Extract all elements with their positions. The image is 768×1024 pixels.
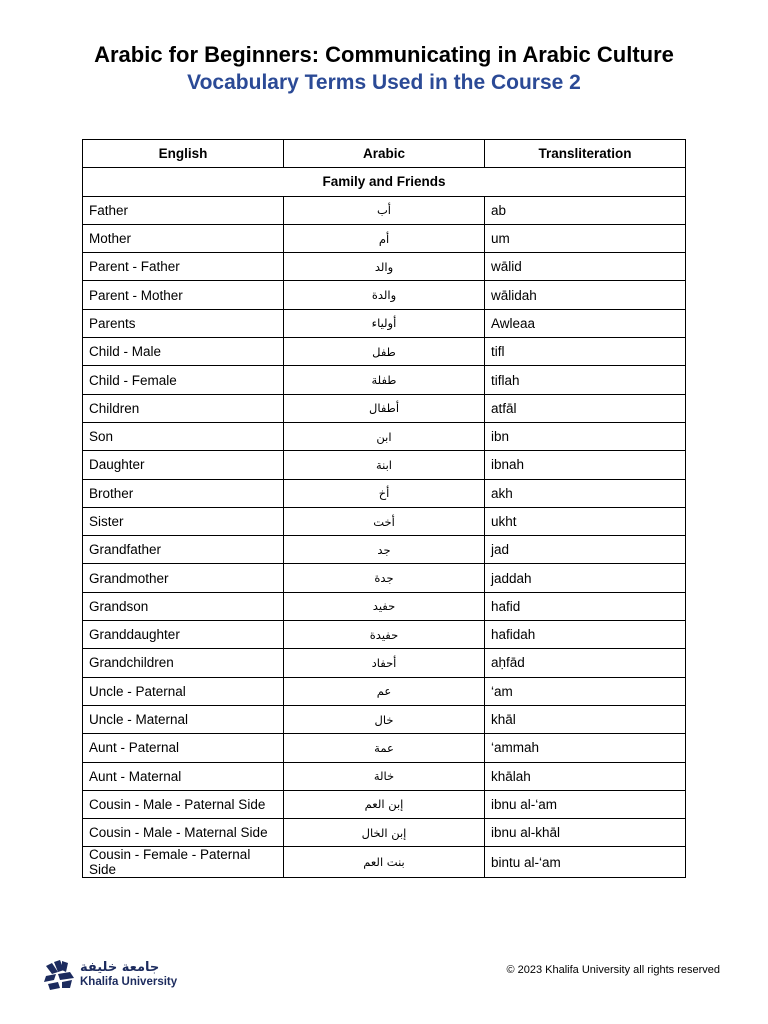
english-cell: Children — [83, 394, 284, 422]
english-cell: Aunt - Paternal — [83, 734, 284, 762]
table-row — [83, 762, 686, 790]
table-row — [83, 196, 686, 224]
table-row — [83, 847, 686, 878]
transliteration-cell: ‘am — [485, 677, 686, 705]
column-header-english: English — [83, 140, 284, 168]
english-cell: Brother — [83, 479, 284, 507]
english-cell: Grandmother — [83, 564, 284, 592]
english-cell: Mother — [83, 224, 284, 252]
transliteration-cell: ibnu al-‘am — [485, 790, 686, 818]
arabic-cell: خالة — [284, 762, 485, 790]
arabic-cell: جد — [284, 536, 485, 564]
arabic-cell: طفل — [284, 338, 485, 366]
arabic-cell: حفيدة — [284, 621, 485, 649]
table-header-row — [83, 140, 686, 168]
khalifa-university-logo — [44, 958, 194, 998]
transliteration-cell: akh — [485, 479, 686, 507]
table-row — [83, 621, 686, 649]
transliteration-cell: aḥfād — [485, 649, 686, 677]
transliteration-cell: hafidah — [485, 621, 686, 649]
table-row — [83, 592, 686, 620]
transliteration-cell: jad — [485, 536, 686, 564]
section-row — [83, 168, 686, 196]
table-row — [83, 253, 686, 281]
arabic-cell: طفلة — [284, 366, 485, 394]
transliteration-cell: ibn — [485, 422, 686, 450]
arabic-cell: والدة — [284, 281, 485, 309]
transliteration-cell: hafid — [485, 592, 686, 620]
table-row — [83, 479, 686, 507]
arabic-cell: بنت العم — [284, 847, 485, 878]
english-cell: Grandson — [83, 592, 284, 620]
arabic-cell: عم — [284, 677, 485, 705]
english-cell: Daughter — [83, 451, 284, 479]
table-row — [83, 507, 686, 535]
english-cell: Cousin - Male - Paternal Side — [83, 790, 284, 818]
arabic-cell: جدة — [284, 564, 485, 592]
arabic-cell: أولياء — [284, 309, 485, 337]
english-cell: Uncle - Paternal — [83, 677, 284, 705]
arabic-cell: أم — [284, 224, 485, 252]
transliteration-cell: jaddah — [485, 564, 686, 592]
khalifa-logo-icon — [44, 960, 76, 990]
table-row — [83, 564, 686, 592]
arabic-cell: عمة — [284, 734, 485, 762]
transliteration-cell: um — [485, 224, 686, 252]
english-cell: Cousin - Female - Paternal Side — [83, 847, 284, 878]
transliteration-cell: atfāl — [485, 394, 686, 422]
english-cell: Grandchildren — [83, 649, 284, 677]
transliteration-cell: ab — [485, 196, 686, 224]
table-row — [83, 819, 686, 847]
table-row — [83, 281, 686, 309]
table-row — [83, 705, 686, 733]
vocabulary-table — [82, 139, 686, 878]
english-cell: Parent - Father — [83, 253, 284, 281]
table-row — [83, 224, 686, 252]
logo-arabic-text: جامعة خليفة — [80, 960, 160, 975]
page-subtitle: Vocabulary Terms Used in the Course 2 — [187, 71, 581, 94]
arabic-cell: خال — [284, 705, 485, 733]
arabic-cell: أخت — [284, 507, 485, 535]
table-row — [83, 790, 686, 818]
column-header-arabic: Arabic — [284, 140, 485, 168]
table-row — [83, 422, 686, 450]
arabic-cell: حفيد — [284, 592, 485, 620]
english-cell: Father — [83, 196, 284, 224]
transliteration-cell: wālidah — [485, 281, 686, 309]
arabic-cell: أخ — [284, 479, 485, 507]
transliteration-cell: khāl — [485, 705, 686, 733]
transliteration-cell: ukht — [485, 507, 686, 535]
column-header-transliteration: Transliteration — [485, 140, 686, 168]
english-cell: Aunt - Maternal — [83, 762, 284, 790]
arabic-cell: أطفال — [284, 394, 485, 422]
transliteration-cell: wālid — [485, 253, 686, 281]
table-row — [83, 649, 686, 677]
english-cell: Grandfather — [83, 536, 284, 564]
english-cell: Son — [83, 422, 284, 450]
table-row — [83, 677, 686, 705]
table-row — [83, 366, 686, 394]
section-title: Family and Friends — [83, 168, 686, 196]
logo-english-text: Khalifa University — [80, 976, 178, 988]
copyright-notice: © 2023 Khalifa University all rights reserved — [506, 964, 720, 976]
table-row — [83, 394, 686, 422]
transliteration-cell: ibnu al-khāl — [485, 819, 686, 847]
english-cell: Granddaughter — [83, 621, 284, 649]
table-row — [83, 734, 686, 762]
transliteration-cell: tifl — [485, 338, 686, 366]
arabic-cell: ابن — [284, 422, 485, 450]
transliteration-cell: ‘ammah — [485, 734, 686, 762]
transliteration-cell: khālah — [485, 762, 686, 790]
english-cell: Parent - Mother — [83, 281, 284, 309]
arabic-cell: ابنة — [284, 451, 485, 479]
table-row — [83, 309, 686, 337]
transliteration-cell: tiflah — [485, 366, 686, 394]
transliteration-cell: bintu al-‘am — [485, 847, 686, 878]
arabic-cell: إبن العم — [284, 790, 485, 818]
table-row — [83, 536, 686, 564]
arabic-cell: والد — [284, 253, 485, 281]
arabic-cell: أحفاد — [284, 649, 485, 677]
arabic-cell: أب — [284, 196, 485, 224]
table-row — [83, 338, 686, 366]
english-cell: Child - Male — [83, 338, 284, 366]
arabic-cell: إبن الخال — [284, 819, 485, 847]
english-cell: Child - Female — [83, 366, 284, 394]
english-cell: Uncle - Maternal — [83, 705, 284, 733]
transliteration-cell: ibnah — [485, 451, 686, 479]
english-cell: Sister — [83, 507, 284, 535]
english-cell: Cousin - Male - Maternal Side — [83, 819, 284, 847]
english-cell: Parents — [83, 309, 284, 337]
table-row — [83, 451, 686, 479]
page-title: Arabic for Beginners: Communicating in Arabic Culture — [94, 42, 674, 67]
transliteration-cell: Awleaa — [485, 309, 686, 337]
